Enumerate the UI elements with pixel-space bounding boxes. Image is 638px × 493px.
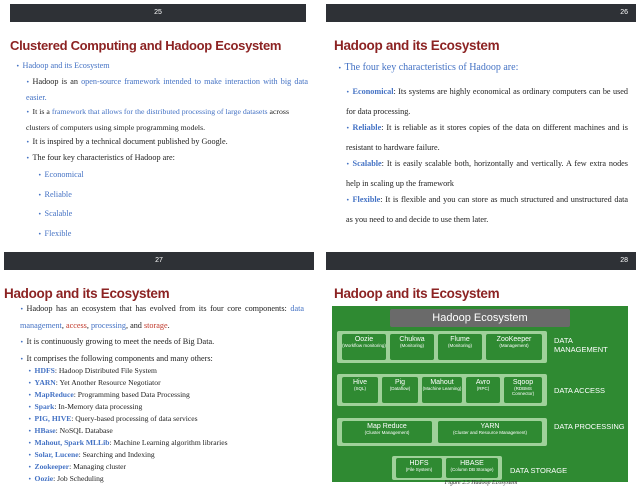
slide-25	[4, 4, 314, 240]
hadoop-ecosystem-diagram	[332, 306, 628, 482]
page-number: 27	[155, 257, 163, 264]
pig-box: Pig (Dataflow)	[382, 377, 418, 403]
label-data-processing: DATA PROCESSING	[554, 422, 625, 431]
bullet: • The four key characteristics of Hadoop are:	[26, 153, 175, 162]
slide-title: Clustered Computing and Hadoop Ecosystem	[10, 38, 282, 53]
bullet: • Hadoop is an open-source framework intended to make interaction with big data easier.	[26, 77, 308, 102]
bullet: • Flexible: It is flexible and you can store as much structured and unstructured data as you need to and decide to use them later.	[346, 195, 628, 224]
list-item: • YARN: Yet Another Resource Negotiator	[28, 378, 161, 387]
list-item: • MapReduce: Programming based Data Processing	[28, 390, 190, 399]
list-item: • Economical	[38, 170, 84, 179]
mahout-box: Mahout (Machine Learning)	[422, 377, 462, 403]
label-data-storage: DATA STORAGE	[510, 466, 568, 475]
label-data-management: DATA MANAGEMENT	[554, 336, 608, 354]
slide-27	[4, 252, 314, 488]
page-number-bar	[326, 252, 636, 270]
list-item: • HBase: NoSQL Database	[28, 426, 113, 435]
list-item: • Oozie: Job Scheduling	[28, 474, 104, 483]
slide-title: Hadoop and its Ecosystem	[334, 38, 500, 53]
characteristics-list	[38, 166, 84, 240]
bullet: • Economical: Its systems are highly economical as ordinary computers can be used for data processing.	[346, 87, 628, 116]
list-item: • HDFS: Hadoop Distributed File System	[28, 366, 157, 375]
flume-box: Flume (Monitoring)	[438, 334, 482, 360]
page-number: 28	[620, 257, 628, 264]
oozie-box: Oozie (Workflow monitoring)	[342, 334, 386, 360]
yarn-box: YARN (Cluster and Resource Management)	[438, 421, 542, 443]
page-number: 25	[154, 9, 162, 16]
mapreduce-box: Map Reduce (Cluster Management)	[342, 421, 432, 443]
section-heading: • Hadoop and its Ecosystem	[16, 61, 110, 70]
bullet: • Scalable: It is easily scalable both, horizontally and vertically. A few extra nodes help in scaling up the framework	[346, 159, 628, 188]
list-item: • Zookeeper: Managing cluster	[28, 462, 127, 471]
slide-title: Hadoop and its Ecosystem	[334, 286, 500, 301]
hdfs-box: HDFS (File System)	[396, 458, 442, 478]
bullet: • Reliable: It is reliable as it stores copies of the data on different machines and is resistant to hardware failure.	[346, 123, 628, 152]
figure-caption: Figure 2.5 Hadoop Ecosystem	[444, 480, 518, 486]
hive-box: Hive (SQL)	[342, 377, 378, 403]
list-item: • Mahout, Spark MLLib: Machine Learning algorithm libraries	[28, 438, 228, 447]
page-number: 26	[620, 9, 628, 16]
diagram-title: Hadoop Ecosystem	[390, 309, 570, 327]
hbase-box: HBASE (Column DB Storage)	[446, 458, 498, 478]
page-number-bar	[4, 252, 314, 270]
list-item: • Scalable	[38, 209, 73, 218]
section-heading: • The four key characteristics of Hadoop are:	[338, 62, 519, 73]
list-item: • PIG, HIVE: Query-based processing of data services	[28, 414, 198, 423]
list-item: • Flexible	[38, 228, 72, 238]
bullet: • It is inspired by a technical document published by Google.	[26, 137, 228, 146]
list-item: • Reliable	[38, 189, 72, 199]
page-number-bar	[10, 4, 306, 22]
avro-box: Avro (RPC)	[466, 377, 500, 403]
page-number-bar	[326, 4, 636, 22]
slide-28	[326, 252, 636, 488]
bullet: • It is continuously growing to meet the needs of Big Data.	[20, 337, 215, 346]
components-list	[28, 365, 228, 485]
slide-26	[326, 4, 636, 240]
list-item: • Spark: In-Memory data processing	[28, 402, 143, 411]
bullet: • Hadoop has an ecosystem that has evolved from its four core components: data management, access, processing, and storage.	[20, 304, 304, 330]
label-data-access: DATA ACCESS	[554, 386, 605, 395]
list-item: • Solar, Lucene: Searching and Indexing	[28, 450, 155, 459]
slide-title: Hadoop and its Ecosystem	[4, 286, 170, 301]
bullet: • It is a framework that allows for the distributed processing of large datasets across clusters of computers using simple programming models.	[26, 107, 289, 132]
chukwa-box: Chukwa (Monitoring)	[390, 334, 434, 360]
bullet: • It comprises the following components and many others:	[20, 354, 213, 363]
zookeeper-box: ZooKeeper (Management)	[486, 334, 542, 360]
sqoop-box: Sqoop (RDBMS Connector)	[504, 377, 542, 403]
